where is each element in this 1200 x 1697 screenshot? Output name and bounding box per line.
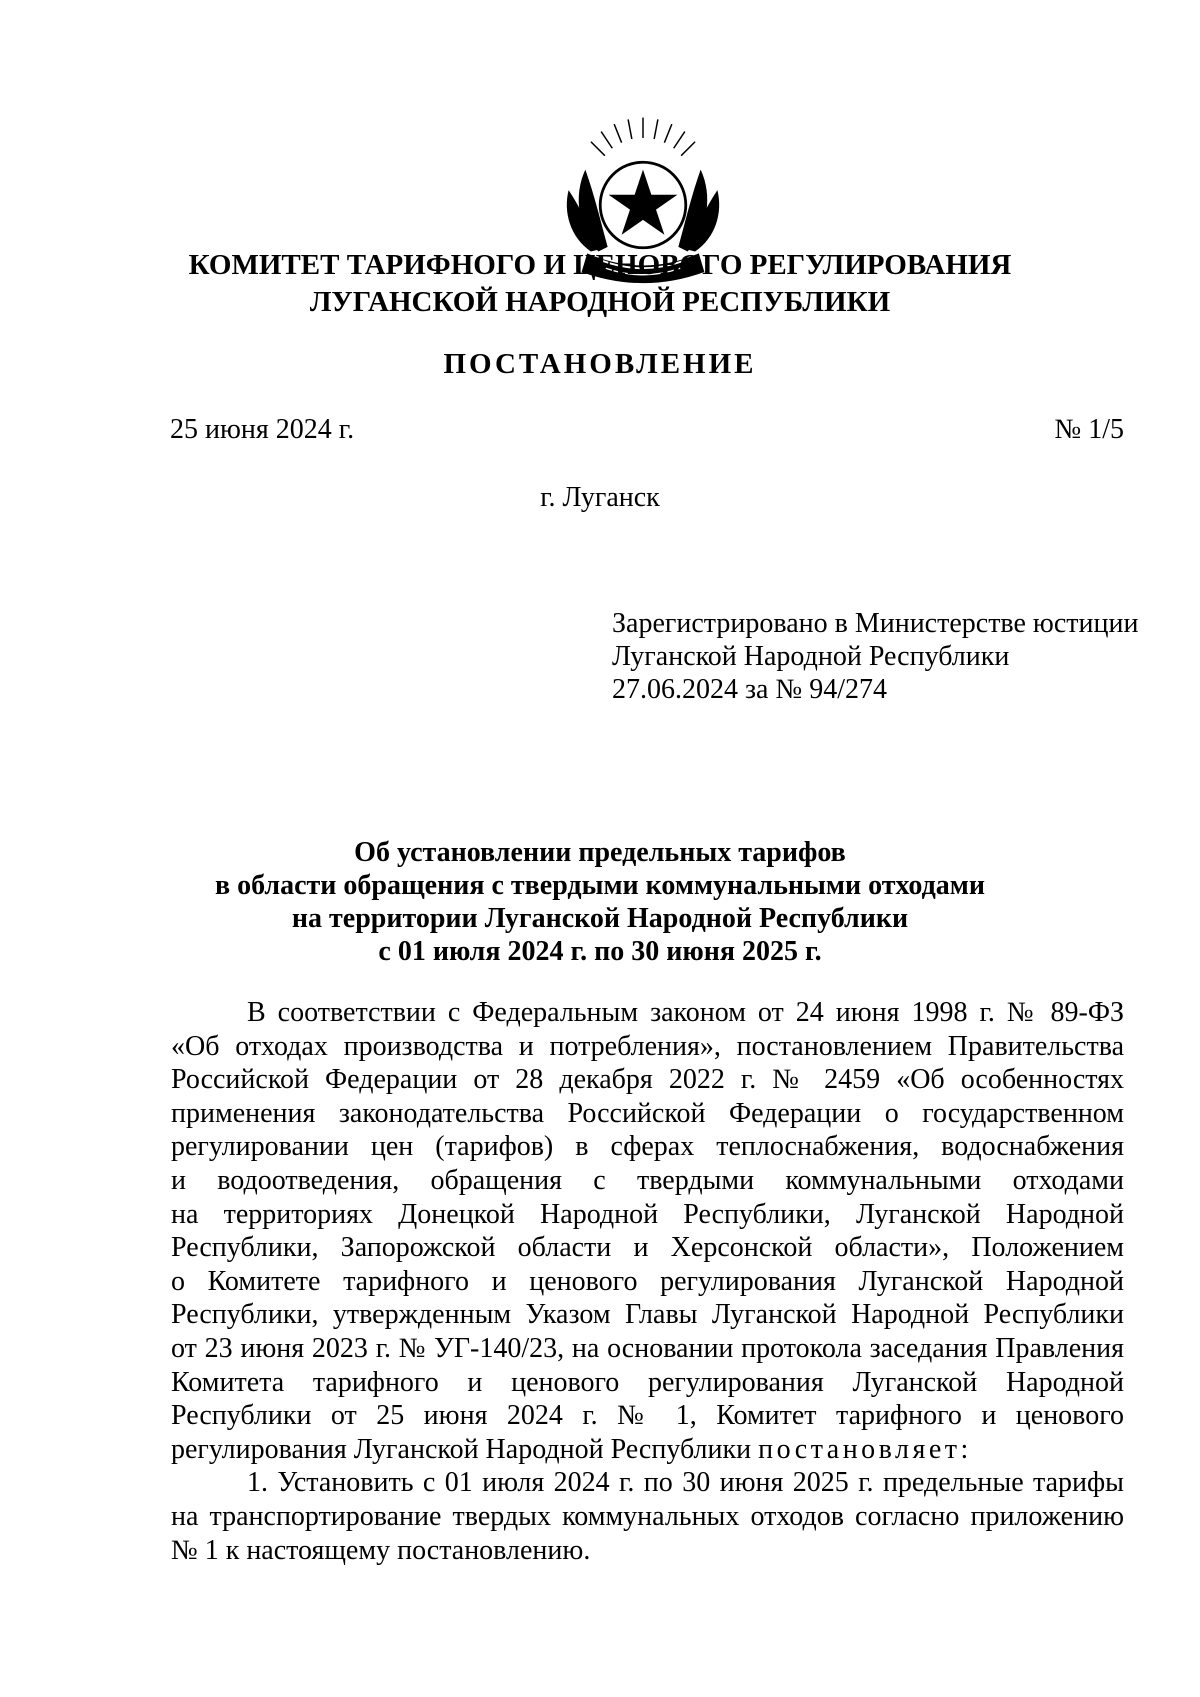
registration-line-3: 27.06.2024 за № 94/274 — [612, 674, 887, 705]
clause-1-line: № 1 к настоящему постановлению. — [171, 1534, 591, 1566]
body-line: на территориях Донецкой Народной Республики, Луганской Народной — [171, 1198, 1124, 1230]
title-line-4: с 01 июля 2024 г. по 30 июня 2025 г. — [378, 936, 822, 967]
body-line: Комитета тарифного и ценового регулирования Луганской Народной — [171, 1366, 1124, 1398]
registration-line-1: Зарегистрировано в Министерстве юстиции — [612, 608, 1139, 639]
body-line: Республики от 25 июня 2024 г. № 1, Комитет тарифного и ценового — [171, 1400, 1124, 1432]
document-title — [0, 836, 1200, 968]
document-number: № 1/5 — [1054, 414, 1124, 445]
clause-1-line: на транспортирование твердых коммунальных отходов согласно приложению — [171, 1500, 1124, 1532]
body-line-suffix: : — [960, 1433, 969, 1465]
body-line: Республики, Запорожской области и Херсонской области», Положением — [171, 1232, 1124, 1264]
body-line: «Об отходах производства и потребления», постановлением Правительства — [171, 1030, 1124, 1062]
body-line: и водоотведения, обращения с твердыми коммунальными отходами — [171, 1164, 1124, 1196]
title-line-1: Об установлении предельных тарифов — [354, 837, 846, 868]
body-line-resolves — [171, 1433, 1124, 1467]
body-line: Республики, утвержденным Указом Главы Луганской Народной Республики — [171, 1299, 1124, 1331]
document-city: г. Луганск — [540, 482, 660, 513]
title-line-2: в области обращения с твердыми коммунальными отходами — [214, 870, 985, 901]
title-line-3: на территории Луганской Народной Республики — [291, 903, 909, 934]
document-date: 25 июня 2024 г. — [170, 414, 355, 445]
body-line: применения законодательства Российской Федерации о государственном — [171, 1097, 1124, 1129]
document-body — [171, 996, 1124, 1567]
organization-name — [0, 247, 1200, 321]
resolves-word: постановляет — [758, 1433, 961, 1465]
registration-line-2: Луганской Народной Республики — [612, 641, 1010, 672]
body-line: Российской Федерации от 28 декабря 2022 г. № 2459 «Об особенностях — [171, 1064, 1124, 1096]
document-type: ПОСТАНОВЛЕНИЕ — [443, 348, 757, 380]
body-line: В соответствии с Федеральным законом от 24 июня 1998 г. № 89-ФЗ — [247, 997, 1124, 1028]
body-line-prefix: регулирования Луганской Народной Республики — [171, 1433, 759, 1465]
organization-name-line-2: ЛУГАНСКОЙ НАРОДНОЙ РЕСПУБЛИКИ — [309, 286, 891, 318]
body-line: о Комитете тарифного и ценового регулирования Луганской Народной — [171, 1265, 1124, 1297]
clause-1-line: 1. Установить с 01 июля 2024 г. по 30 июня 2025 г. предельные тарифы — [247, 1467, 1124, 1499]
organization-name-line-1: КОМИТЕТ ТАРИФНОГО И ЦЕНОВОГО РЕГУЛИРОВАНИЯ — [188, 249, 1012, 281]
registration-note — [612, 607, 1138, 706]
body-line: регулировании цен (тарифов) в сферах теплоснабжения, водоснабжения — [171, 1131, 1124, 1163]
body-line: от 23 июня 2023 г. № УГ-140/23, на основании протокола заседания Правления — [171, 1332, 1124, 1364]
